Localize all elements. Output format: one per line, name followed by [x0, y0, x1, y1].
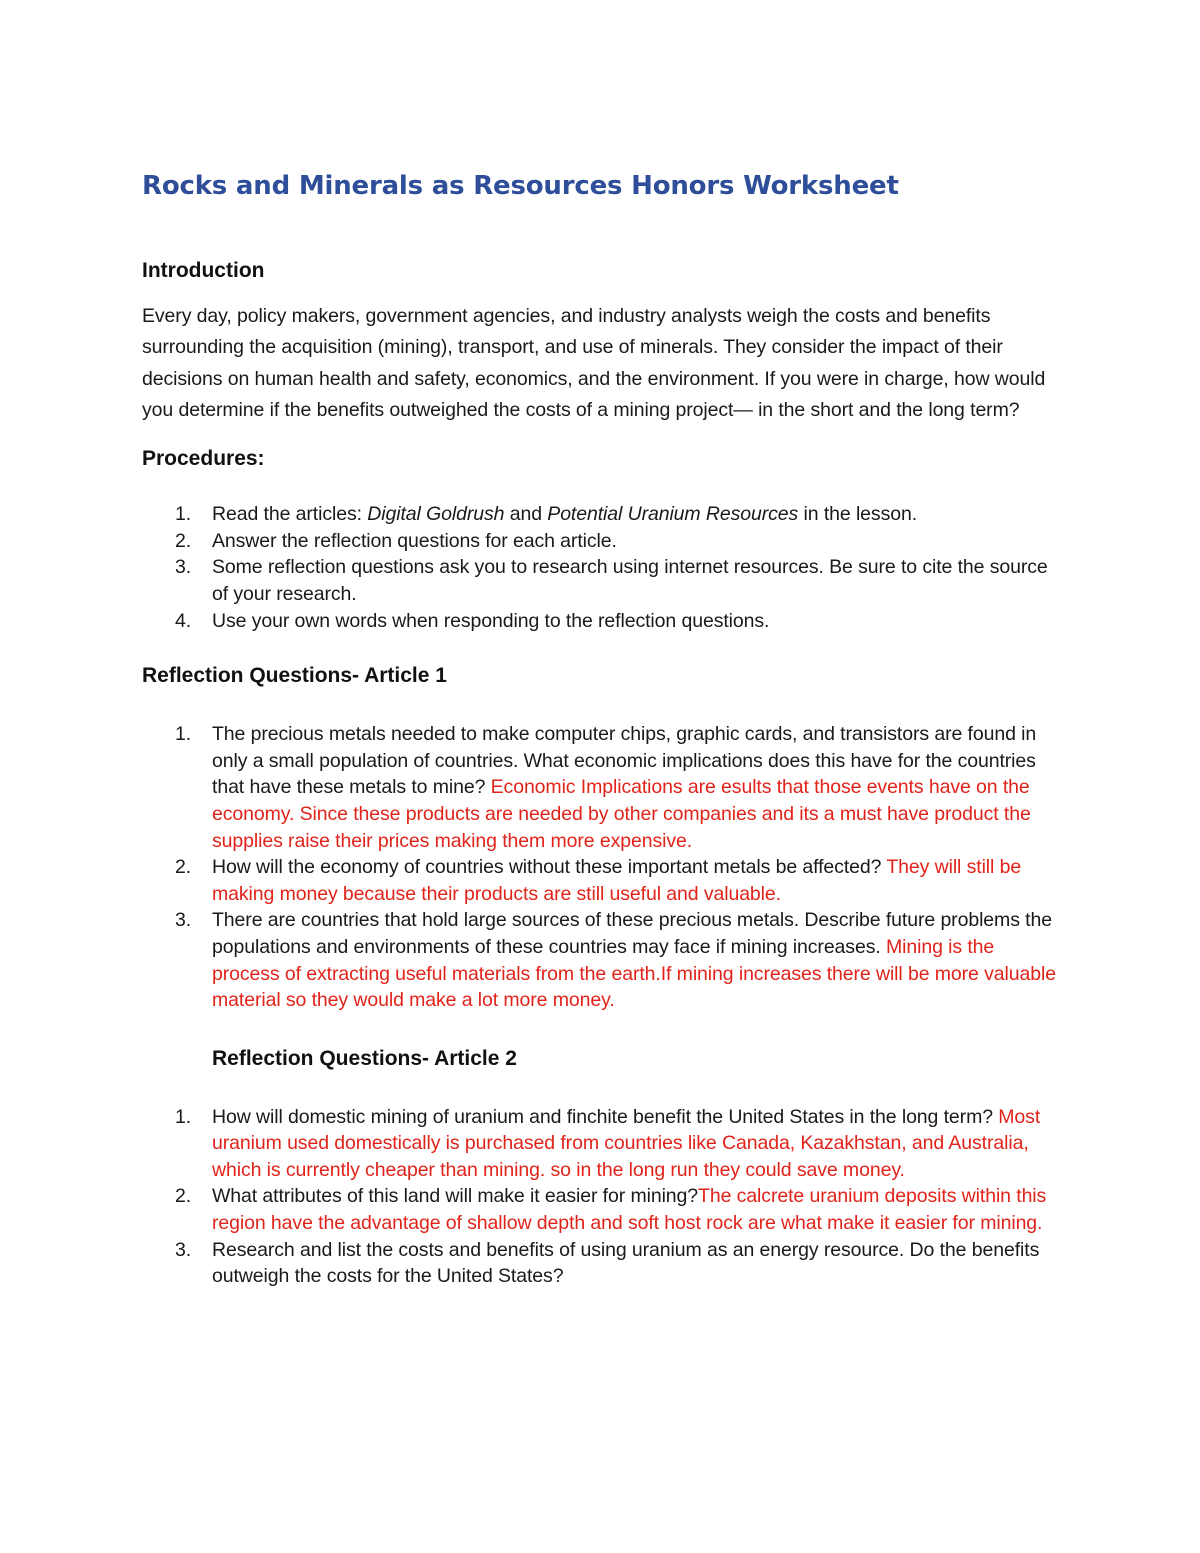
list-item	[142, 907, 1067, 1013]
list-number: 1.	[175, 723, 192, 746]
article1-questions	[142, 721, 1067, 1014]
answer-text: The calcrete uranium deposits within this region have the advantage of shallow depth and soft host rock are what make it easier for mining.	[212, 1185, 1047, 1235]
list-number: 4.	[175, 609, 192, 632]
page-title: Rocks and Minerals as Resources Honors Worksheet	[142, 171, 899, 201]
answer-text: Most uranium used domestically is purchased from countries like Canada, Kazakhstan, and Australia, which is currently cheaper than mining. so in the long run they could save money.	[212, 1105, 1041, 1181]
procedure-text: Answer the reflection questions for each article.	[212, 529, 617, 552]
list-item	[142, 1104, 1067, 1184]
list-number: 2.	[175, 856, 192, 879]
list-item	[142, 501, 1067, 528]
procedure-text: Use your own words when responding to the reflection questions.	[212, 609, 770, 632]
list-number: 2.	[175, 1185, 192, 1208]
introduction-heading: Introduction	[142, 259, 265, 282]
list-item	[142, 608, 1067, 635]
procedure-text: in the lesson.	[798, 503, 918, 526]
article2-heading: Reflection Questions- Article 2	[212, 1046, 517, 1070]
list-number: 3.	[175, 909, 192, 932]
list-item	[142, 854, 1067, 907]
list-item	[142, 721, 1067, 854]
article2-questions	[142, 1104, 1067, 1290]
list-number: 3.	[175, 1238, 192, 1261]
question-text: There are countries that hold large sources of these precious metals. Describe future problems the populations and environments of these countries may face if mining increases.	[212, 909, 1052, 958]
list-item	[142, 528, 1067, 555]
article-title-uranium-resources: Potential Uranium Resources	[547, 503, 799, 526]
procedures-heading: Procedures:	[142, 447, 265, 471]
list-number: 3.	[175, 556, 192, 579]
question-text: Research and list the costs and benefits of using uranium as an energy resource. Do the benefits outweigh the costs for the United States?	[212, 1238, 1040, 1288]
procedure-text: Some reflection questions ask you to research using internet resources. Be sure to cite the source of your research.	[212, 556, 1048, 605]
answer-text: If mining increases there will be more valuable material so they would make a lot more money.	[212, 962, 1056, 1012]
question-text: What attributes of this land will make it easier for mining?	[212, 1185, 699, 1208]
article-title-digital-goldrush: Digital Goldrush	[367, 503, 505, 526]
list-number: 2.	[175, 529, 192, 552]
answer-text: Economic Implications are esults that those events have on the economy. Since these products are needed by other companies and its a must have product the supplies raise their prices making them more expensive.	[212, 776, 1031, 852]
answer-text: They will still be making money because their products are still useful and valuable.	[212, 856, 1022, 905]
worksheet-page	[142, 168, 1067, 1290]
list-item	[142, 1237, 1067, 1290]
question-text: How will domestic mining of uranium and finchite benefit the United States in the long term?	[212, 1105, 999, 1128]
procedures-list	[142, 501, 1067, 634]
question-text: How will the economy of countries without these important metals be affected?	[212, 856, 887, 879]
procedure-text: and	[504, 503, 548, 526]
list-item	[142, 1183, 1067, 1236]
introduction-text: Every day, policy makers, government agencies, and industry analysts weigh the costs and benefits surrounding the acquisition (mining), transport, and use of minerals. They consider the impact of their decisions on human health and safety, economics, and the environment. If you were in charge, how would you determine if the benefits outweighed the costs of a mining project— in the short and the long term?	[142, 305, 1046, 421]
list-item	[142, 554, 1067, 607]
procedure-text: Read the articles:	[212, 503, 368, 526]
list-number: 1.	[175, 503, 192, 526]
article1-heading: Reflection Questions- Article 1	[142, 664, 447, 688]
list-number: 1.	[175, 1105, 192, 1128]
answer-text: Mining is the process of extracting useful materials from the earth.	[212, 935, 995, 985]
question-text: The precious metals needed to make computer chips, graphic cards, and transistors are found in only a small population of countries. What economic implications does this have for the countries that have these metals to mine?	[212, 723, 1037, 799]
